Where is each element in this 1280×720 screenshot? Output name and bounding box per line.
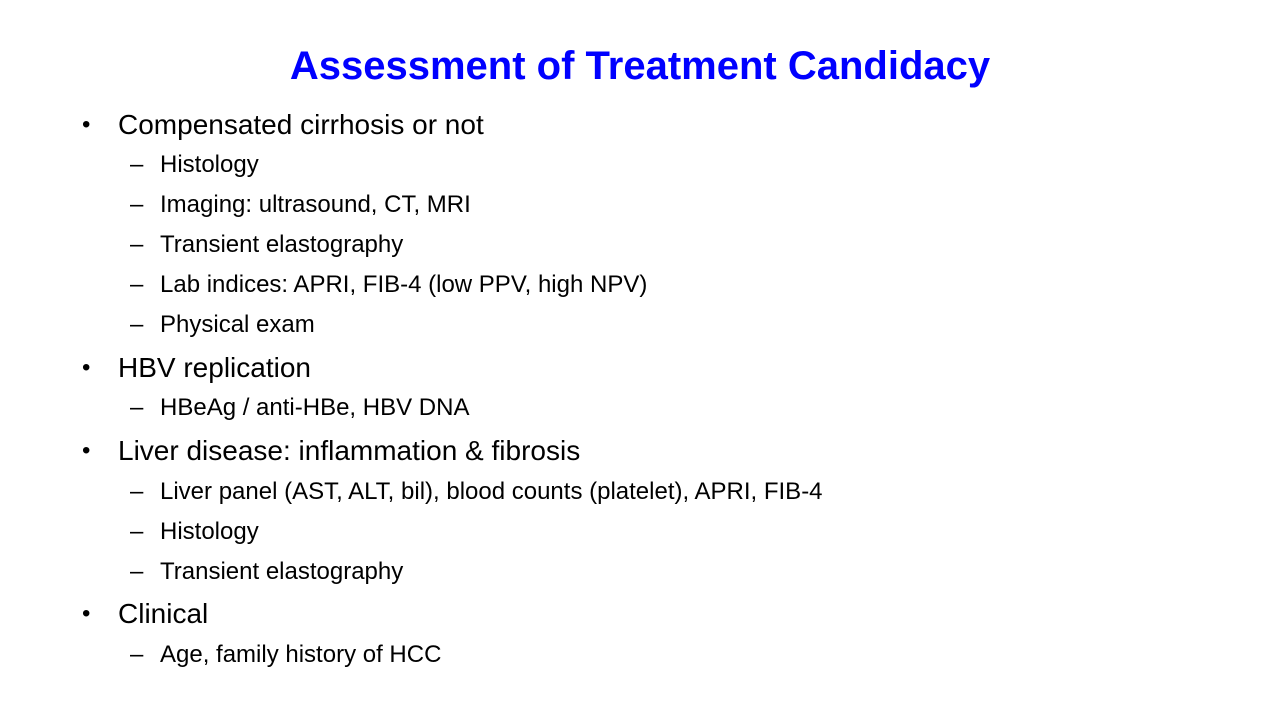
slide-title: Assessment of Treatment Candidacy — [289, 44, 991, 88]
sub-bullet-item — [130, 393, 470, 423]
dash-marker: – — [130, 311, 144, 338]
bullet-text: Clinical — [118, 598, 209, 629]
bullet-item — [82, 108, 484, 142]
sub-bullet-item — [130, 230, 404, 260]
sub-bullet-text: Transient elastography — [160, 231, 404, 258]
sub-bullet-item — [130, 557, 404, 587]
dash-marker: – — [130, 518, 144, 545]
bullet-text: Liver disease: inflammation & fibrosis — [118, 435, 581, 466]
bullet-marker: • — [82, 600, 91, 627]
sub-bullet-item — [130, 270, 648, 300]
sub-bullet-item — [130, 640, 442, 670]
bullet-item — [82, 597, 209, 631]
dash-marker: – — [130, 151, 144, 178]
sub-bullet-item — [130, 190, 471, 220]
bullet-text: Compensated cirrhosis or not — [118, 109, 484, 140]
bullet-marker: • — [82, 437, 91, 464]
sub-bullet-text: Physical exam — [160, 311, 315, 338]
bullet-text: HBV replication — [118, 352, 311, 383]
sub-bullet-text: Age, family history of HCC — [160, 641, 442, 668]
dash-marker: – — [130, 641, 144, 668]
sub-bullet-text: Imaging: ultrasound, CT, MRI — [160, 191, 471, 218]
bullet-item — [82, 434, 581, 468]
sub-bullet-item — [130, 310, 315, 340]
dash-marker: – — [130, 394, 144, 421]
dash-marker: – — [130, 558, 144, 585]
bullet-item — [82, 351, 311, 385]
sub-bullet-text: Lab indices: APRI, FIB-4 (low PPV, high NPV) — [160, 271, 648, 298]
sub-bullet-text: Liver panel (AST, ALT, bil), blood counts (platelet), APRI, FIB-4 — [160, 478, 823, 505]
sub-bullet-item — [130, 477, 823, 507]
dash-marker: – — [130, 191, 144, 218]
sub-bullet-item — [130, 150, 259, 180]
sub-bullet-item — [130, 517, 259, 547]
bullet-marker: • — [82, 111, 91, 138]
dash-marker: – — [130, 271, 144, 298]
sub-bullet-text: Histology — [160, 151, 259, 178]
sub-bullet-text: Histology — [160, 518, 259, 545]
dash-marker: – — [130, 478, 144, 505]
dash-marker: – — [130, 231, 144, 258]
sub-bullet-text: Transient elastography — [160, 558, 404, 585]
sub-bullet-text: HBeAg / anti-HBe, HBV DNA — [160, 394, 470, 421]
bullet-marker: • — [82, 354, 91, 381]
